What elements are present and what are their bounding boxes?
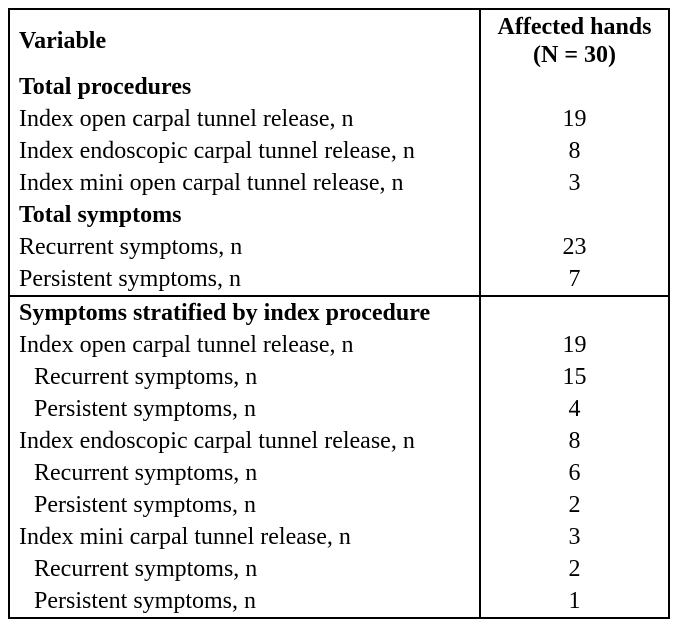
row-label: Recurrent symptoms, n bbox=[34, 364, 258, 390]
table-row bbox=[9, 231, 669, 263]
table-row bbox=[9, 103, 669, 135]
row-label: Index mini open carpal tunnel release, n bbox=[19, 170, 404, 196]
table-row bbox=[9, 199, 669, 231]
table-row bbox=[9, 71, 669, 103]
table-row bbox=[9, 135, 669, 167]
table-row bbox=[9, 393, 669, 425]
table-row bbox=[9, 425, 669, 457]
row-value: 2 bbox=[480, 553, 669, 585]
row-label: Recurrent symptoms, n bbox=[34, 556, 258, 582]
table-row bbox=[9, 585, 669, 618]
header-row bbox=[9, 9, 669, 71]
row-label: Index endoscopic carpal tunnel release, n bbox=[19, 428, 415, 454]
paper-table-figure bbox=[8, 8, 670, 619]
table-row bbox=[9, 521, 669, 553]
table-row bbox=[9, 361, 669, 393]
section-stratified bbox=[9, 296, 669, 618]
row-value: 19 bbox=[480, 103, 669, 135]
table-row bbox=[9, 296, 669, 329]
row-value: 3 bbox=[480, 521, 669, 553]
row-label: Index endoscopic carpal tunnel release, n bbox=[19, 138, 415, 164]
affected-hands-table bbox=[8, 8, 670, 619]
table-row bbox=[9, 263, 669, 296]
row-value: 4 bbox=[480, 393, 669, 425]
row-value: 8 bbox=[480, 135, 669, 167]
table-row bbox=[9, 167, 669, 199]
row-value: 1 bbox=[480, 585, 669, 618]
row-label: Recurrent symptoms, n bbox=[34, 460, 258, 486]
row-value: 7 bbox=[480, 263, 669, 296]
row-value: 8 bbox=[480, 425, 669, 457]
row-label: Persistent symptoms, n bbox=[19, 266, 242, 292]
row-value bbox=[480, 71, 669, 103]
row-label: Index open carpal tunnel release, n bbox=[19, 332, 354, 358]
header-affected-hands bbox=[480, 9, 669, 71]
row-value bbox=[480, 199, 669, 231]
row-label: Persistent symptoms, n bbox=[34, 492, 257, 518]
table-row bbox=[9, 489, 669, 521]
row-value: 6 bbox=[480, 457, 669, 489]
row-label: Index open carpal tunnel release, n bbox=[19, 106, 354, 132]
row-label: Persistent symptoms, n bbox=[34, 396, 257, 422]
header-variable: Variable bbox=[19, 27, 107, 54]
row-label: Index mini carpal tunnel release, n bbox=[19, 524, 351, 550]
table-row bbox=[9, 329, 669, 361]
row-label: Total procedures bbox=[19, 74, 192, 100]
row-label: Total symptoms bbox=[19, 202, 182, 228]
row-value: 19 bbox=[480, 329, 669, 361]
row-value: 23 bbox=[480, 231, 669, 263]
header-affected-hands-line1: Affected hands bbox=[497, 13, 652, 40]
header-affected-hands-line2: (N = 30) bbox=[533, 41, 616, 68]
table-row bbox=[9, 553, 669, 585]
row-label: Persistent symptoms, n bbox=[34, 588, 257, 614]
row-label: Symptoms stratified by index procedure bbox=[9, 296, 480, 329]
row-value: 15 bbox=[480, 361, 669, 393]
section-totals bbox=[9, 71, 669, 296]
row-value bbox=[480, 296, 669, 329]
row-value: 2 bbox=[480, 489, 669, 521]
table-row bbox=[9, 457, 669, 489]
row-value: 3 bbox=[480, 167, 669, 199]
table-header bbox=[9, 9, 669, 71]
row-label: Recurrent symptoms, n bbox=[19, 234, 243, 260]
